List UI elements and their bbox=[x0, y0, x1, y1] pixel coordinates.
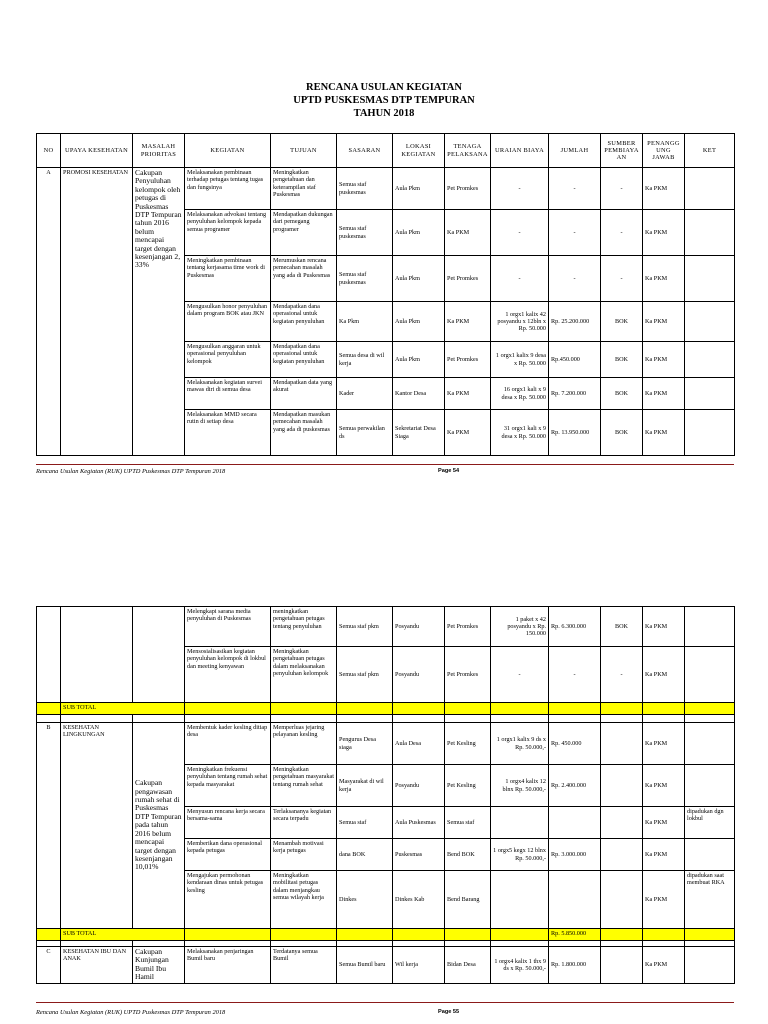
uraian-cell bbox=[491, 871, 549, 929]
col-header: SASARAN bbox=[337, 134, 393, 168]
empty-cell bbox=[445, 715, 491, 723]
penanggung-jawab-cell: Ka PKM bbox=[643, 765, 685, 807]
tenaga-cell: Ka PKM bbox=[445, 302, 491, 342]
lokasi-cell: Posyandu bbox=[393, 765, 445, 807]
uraian-cell: 1 orgx1 kalix 9 desa x Rp. 50.000 bbox=[491, 342, 549, 378]
subtotal-label: SUB TOTAL bbox=[61, 929, 185, 941]
sumber-cell bbox=[601, 723, 643, 765]
col-header: UPAYA KESEHATAN bbox=[61, 134, 133, 168]
kegiatan-cell: Melengkapi sarana media penyuluhan di Puskesmas bbox=[185, 607, 271, 647]
subtotal-spacer bbox=[37, 929, 61, 941]
jumlah-cell: - bbox=[549, 168, 601, 210]
ket-cell: dipadukan saat membuat RKA bbox=[685, 871, 735, 929]
penanggung-jawab-cell: Ka PKM bbox=[643, 839, 685, 871]
sasaran-cell: Semua staf pkm bbox=[337, 607, 393, 647]
col-header: MASALAH PRIORITAS bbox=[133, 134, 185, 168]
uraian-cell: 31 orgx1 kali x 9 desa x Rp. 50.000 bbox=[491, 410, 549, 456]
tenaga-cell: Ka PKM bbox=[445, 378, 491, 410]
page-number: Page 55 bbox=[438, 1009, 460, 1015]
kegiatan-cell: Mensosialisasikan kegiatan penyuluhan kelompok di lokbul dan meeting kenyawan bbox=[185, 647, 271, 703]
ket-cell bbox=[685, 210, 735, 256]
tujuan-cell: meningkatkan pengetahuan petugas tentang penyuluhan bbox=[271, 607, 337, 647]
subtotal-empty bbox=[393, 929, 445, 941]
subtotal-empty bbox=[445, 929, 491, 941]
col-header: KET bbox=[685, 134, 735, 168]
ket-cell bbox=[685, 342, 735, 378]
page-number: Page 54 bbox=[438, 468, 460, 474]
spacer-row bbox=[37, 715, 735, 723]
col-header: SUMBER PEMBIAYAAN bbox=[601, 134, 643, 168]
kegiatan-cell: Mengusulkan honor penyuluhan dalam program BOK atau JKN bbox=[185, 302, 271, 342]
section-number: B bbox=[37, 723, 61, 929]
tujuan-cell: Mendapatkan data yang akurat bbox=[271, 378, 337, 410]
empty-cell bbox=[271, 715, 337, 723]
jumlah-cell: Rp. 3.000.000 bbox=[549, 839, 601, 871]
sasaran-cell: Dinkes bbox=[337, 871, 393, 929]
kegiatan-cell: Mengajukan permohonan kendaraan dinas untuk petugas kesling bbox=[185, 871, 271, 929]
ket-cell bbox=[685, 410, 735, 456]
empty-cell bbox=[601, 715, 643, 723]
subtotal-label: SUB TOTAL bbox=[61, 703, 185, 715]
tujuan-cell: Terdatanya semua Bumil bbox=[271, 947, 337, 984]
jumlah-cell: Rp. 450.000 bbox=[549, 723, 601, 765]
ket-cell bbox=[685, 723, 735, 765]
subtotal-empty bbox=[491, 703, 549, 715]
jumlah-cell: - bbox=[549, 256, 601, 302]
uraian-cell: - bbox=[491, 647, 549, 703]
uraian-cell: - bbox=[491, 256, 549, 302]
penanggung-jawab-cell: Ka PKM bbox=[643, 947, 685, 984]
section-name bbox=[61, 607, 133, 703]
empty-cell bbox=[37, 715, 61, 723]
tujuan-cell: Merumuskan rencana pemecahan masalah yang ada di Puskesmas bbox=[271, 256, 337, 302]
sumber-cell bbox=[601, 947, 643, 984]
col-header: TENAGA PELAKSANA bbox=[445, 134, 491, 168]
tujuan-cell: Meningkatkan pengetahuan petugas dalam melaksanakan penyuluhan kelompok bbox=[271, 647, 337, 703]
tenaga-cell: Bidan Desa bbox=[445, 947, 491, 984]
subtotal-empty bbox=[337, 929, 393, 941]
subtotal-empty bbox=[685, 703, 735, 715]
kegiatan-cell: Membentuk kader kesling ditiap desa bbox=[185, 723, 271, 765]
kegiatan-cell: Melaksanakan penjaringan Bumil baru bbox=[185, 947, 271, 984]
subtotal-row bbox=[37, 929, 735, 941]
penanggung-jawab-cell: Ka PKM bbox=[643, 168, 685, 210]
uraian-cell: 1 orgx4 kalix 12 blnx Rp. 50.000,- bbox=[491, 765, 549, 807]
sumber-cell: - bbox=[601, 256, 643, 302]
sasaran-cell: Semua staf puskesmas bbox=[337, 168, 393, 210]
subtotal-empty bbox=[393, 703, 445, 715]
lokasi-cell: Posyandu bbox=[393, 607, 445, 647]
sumber-cell: - bbox=[601, 210, 643, 256]
empty-cell bbox=[61, 715, 133, 723]
subtotal-empty bbox=[601, 929, 643, 941]
sasaran-cell: Semua staf puskesmas bbox=[337, 256, 393, 302]
penanggung-jawab-cell: Ka PKM bbox=[643, 410, 685, 456]
tenaga-cell: Ka PKM bbox=[445, 410, 491, 456]
ket-cell bbox=[685, 256, 735, 302]
ket-cell bbox=[685, 607, 735, 647]
tujuan-cell: Mendapatkan dana operasional untuk kegiatan penyuluhan bbox=[271, 302, 337, 342]
uraian-cell: - bbox=[491, 210, 549, 256]
lokasi-cell: Aula Pkm bbox=[393, 256, 445, 302]
title-line-2: UPTD PUSKESMAS DTP TEMPURAN bbox=[293, 95, 475, 106]
tenaga-cell: Pet Promkes bbox=[445, 647, 491, 703]
lokasi-cell: Aula Pkm bbox=[393, 342, 445, 378]
tujuan-cell: Mendapatkan masukan pemecahan masalah yang ada di puskesmas bbox=[271, 410, 337, 456]
jumlah-cell: Rp. 1.800.000 bbox=[549, 947, 601, 984]
col-header: JUMLAH bbox=[549, 134, 601, 168]
col-header: URAIAN BIAYA bbox=[491, 134, 549, 168]
ruk-table-page-55 bbox=[36, 606, 735, 984]
subtotal-amount bbox=[549, 703, 601, 715]
sasaran-cell: Semua staf pkm bbox=[337, 647, 393, 703]
masalah-prioritas: Cakupan pengawasan rumah sehat di Puskesmas DTP Tempuran pada tahun 2016 belum mencapai target dengan kesenjangan 10,01% bbox=[133, 723, 185, 929]
empty-cell bbox=[393, 715, 445, 723]
penanggung-jawab-cell: Ka PKM bbox=[643, 342, 685, 378]
tujuan-cell: Menambah motivasi kerja petugas bbox=[271, 839, 337, 871]
empty-cell bbox=[685, 715, 735, 723]
sumber-cell: BOK bbox=[601, 378, 643, 410]
kegiatan-cell: Melaksanakan advokasi tentang penyuluhan kelompok kepada semua programer bbox=[185, 210, 271, 256]
ket-cell bbox=[685, 302, 735, 342]
kegiatan-cell: Melaksanakan MMD secara rutin di setiap desa bbox=[185, 410, 271, 456]
empty-cell bbox=[337, 715, 393, 723]
uraian-cell: 1 paket x 42 posyandu x Rp. 150.000 bbox=[491, 607, 549, 647]
empty-cell bbox=[491, 715, 549, 723]
section-name: KESEHATAN IBU DAN ANAK bbox=[61, 947, 133, 984]
subtotal-empty bbox=[445, 703, 491, 715]
table-row bbox=[37, 168, 735, 210]
sumber-cell: - bbox=[601, 168, 643, 210]
uraian-cell: 1 orgx5 kegx 12 blnx Rp. 50.000,- bbox=[491, 839, 549, 871]
tujuan-cell: Memperluas jejaring pelayanan kesling bbox=[271, 723, 337, 765]
footer-text: Rencana Usulan Kegiatan (RUK) UPTD Puskesmas DTP Tempuran 2018 bbox=[36, 1009, 226, 1016]
penanggung-jawab-cell: Ka PKM bbox=[643, 378, 685, 410]
lokasi-cell: Dinkes Kab bbox=[393, 871, 445, 929]
tenaga-cell: Semua staf bbox=[445, 807, 491, 839]
tenaga-cell: Pet Promkes bbox=[445, 607, 491, 647]
kegiatan-cell: Memberikan dana operasional kepada petugas bbox=[185, 839, 271, 871]
penanggung-jawab-cell: Ka PKM bbox=[643, 210, 685, 256]
jumlah-cell: Rp. 2.400.000 bbox=[549, 765, 601, 807]
title-line-3: TAHUN 2018 bbox=[353, 108, 415, 119]
ket-cell bbox=[685, 647, 735, 703]
subtotal-empty bbox=[185, 703, 271, 715]
empty-cell bbox=[549, 715, 601, 723]
tenaga-cell: Ka PKM bbox=[445, 210, 491, 256]
kegiatan-cell: Mengusulkan anggaran untuk operasional penyuluhan kelompok bbox=[185, 342, 271, 378]
sumber-cell bbox=[601, 871, 643, 929]
jumlah-cell: Rp. 6.300.000 bbox=[549, 607, 601, 647]
tenaga-cell: Pet Kesling bbox=[445, 765, 491, 807]
ket-cell bbox=[685, 378, 735, 410]
kegiatan-cell: Meningkatkan pembinaan tentang kerjasama time work di Puskesmas bbox=[185, 256, 271, 302]
ket-cell bbox=[685, 947, 735, 984]
subtotal-empty bbox=[643, 703, 685, 715]
penanggung-jawab-cell: Ka PKM bbox=[643, 256, 685, 302]
lokasi-cell: Aula Pkm bbox=[393, 210, 445, 256]
section-name: PROMOSI KESEHATAN bbox=[61, 168, 133, 456]
sasaran-cell: Semua perwakilan ds bbox=[337, 410, 393, 456]
sasaran-cell: dana BOK bbox=[337, 839, 393, 871]
subtotal-empty bbox=[271, 703, 337, 715]
jumlah-cell: Rp. 13.950.000 bbox=[549, 410, 601, 456]
tenaga-cell: Bend BOK bbox=[445, 839, 491, 871]
jumlah-cell: - bbox=[549, 210, 601, 256]
ket-cell: dipadukan dgn lokbul bbox=[685, 807, 735, 839]
col-header: LOKASI KEGIATAN bbox=[393, 134, 445, 168]
sasaran-cell: Semua staf bbox=[337, 807, 393, 839]
uraian-cell: - bbox=[491, 168, 549, 210]
tenaga-cell: Pet Promkes bbox=[445, 342, 491, 378]
tenaga-cell: Bend Barang bbox=[445, 871, 491, 929]
sasaran-cell: Kader bbox=[337, 378, 393, 410]
uraian-cell bbox=[491, 807, 549, 839]
penanggung-jawab-cell: Ka PKM bbox=[643, 302, 685, 342]
tujuan-cell: Mendapatkan dana operasional untuk kegiatan penyuluhan bbox=[271, 342, 337, 378]
table-row bbox=[37, 607, 735, 647]
ket-cell bbox=[685, 839, 735, 871]
penanggung-jawab-cell: Ka PKM bbox=[643, 647, 685, 703]
jumlah-cell bbox=[549, 807, 601, 839]
sumber-cell: BOK bbox=[601, 302, 643, 342]
col-header: NO bbox=[37, 134, 61, 168]
subtotal-row bbox=[37, 703, 735, 715]
kegiatan-cell: Melaksanakan kegiatan survei mawas diri di semua desa bbox=[185, 378, 271, 410]
footer-divider bbox=[36, 1002, 734, 1003]
sasaran-cell: Semua desa di wil kerja bbox=[337, 342, 393, 378]
sasaran-cell: Semua Bumil baru bbox=[337, 947, 393, 984]
jumlah-cell bbox=[549, 871, 601, 929]
empty-cell bbox=[133, 715, 185, 723]
lokasi-cell: Kantor Desa bbox=[393, 378, 445, 410]
sumber-cell bbox=[601, 839, 643, 871]
lokasi-cell: Aula Pkm bbox=[393, 302, 445, 342]
jumlah-cell: - bbox=[549, 647, 601, 703]
sumber-cell: BOK bbox=[601, 342, 643, 378]
tujuan-cell: Meningkatkan pengetahuan masyarakat tentang rumah sehat bbox=[271, 765, 337, 807]
sasaran-cell: Masyarakat di wil kerja bbox=[337, 765, 393, 807]
kegiatan-cell: Menyusun rencana kerja secara bersama-sama bbox=[185, 807, 271, 839]
uraian-cell: 1 orgx1 kalix 42 posyandu x 12bln x Rp. 50.000 bbox=[491, 302, 549, 342]
jumlah-cell: Rp. 7.200.000 bbox=[549, 378, 601, 410]
penanggung-jawab-cell: Ka PKM bbox=[643, 871, 685, 929]
subtotal-empty bbox=[271, 929, 337, 941]
section-number bbox=[37, 607, 61, 703]
subtotal-empty bbox=[643, 929, 685, 941]
col-header: PENANGGUNG JAWAB bbox=[643, 134, 685, 168]
sasaran-cell: Semua staf puskesmas bbox=[337, 210, 393, 256]
lokasi-cell: Aula Pkm bbox=[393, 168, 445, 210]
tujuan-cell: Terlaksananya kegiatan secara terpadu bbox=[271, 807, 337, 839]
subtotal-amount: Rp. 5.850.000 bbox=[549, 929, 601, 941]
empty-cell bbox=[643, 715, 685, 723]
sasaran-cell: Pengurus Desa siaga bbox=[337, 723, 393, 765]
uraian-cell: 16 orgx1 kali x 9 desa x Rp. 50.000 bbox=[491, 378, 549, 410]
subtotal-spacer bbox=[37, 703, 61, 715]
col-header: TUJUAN bbox=[271, 134, 337, 168]
jumlah-cell: Rp.450.000 bbox=[549, 342, 601, 378]
uraian-cell: 1 orgx1 kalix 9 ds x Rp. 50.000,- bbox=[491, 723, 549, 765]
col-header: KEGIATAN bbox=[185, 134, 271, 168]
penanggung-jawab-cell: Ka PKM bbox=[643, 607, 685, 647]
penanggung-jawab-cell: Ka PKM bbox=[643, 723, 685, 765]
table-header-row bbox=[37, 134, 735, 168]
tenaga-cell: Pet Kesling bbox=[445, 723, 491, 765]
sumber-cell bbox=[601, 807, 643, 839]
lokasi-cell: Aula Desa bbox=[393, 723, 445, 765]
ruk-table-page-54 bbox=[36, 133, 735, 456]
kegiatan-cell: Meningkatkan frekuensi penyuluhan tentang rumah sehat kepada masyarakat bbox=[185, 765, 271, 807]
tujuan-cell: Meningkatkan mobilitasi petugas dalam menjangkau semua wilayah kerja bbox=[271, 871, 337, 929]
masalah-prioritas bbox=[133, 607, 185, 703]
tujuan-cell: Mendapatkan dukungan dari pemegang programer bbox=[271, 210, 337, 256]
subtotal-empty bbox=[685, 929, 735, 941]
tenaga-cell: Pet Promkes bbox=[445, 256, 491, 302]
penanggung-jawab-cell: Ka PKM bbox=[643, 807, 685, 839]
table-row bbox=[37, 947, 735, 984]
sumber-cell: - bbox=[601, 647, 643, 703]
table-row bbox=[37, 723, 735, 765]
subtotal-empty bbox=[337, 703, 393, 715]
lokasi-cell: Wil kerja bbox=[393, 947, 445, 984]
masalah-prioritas: Cakupan Penyuluhan kelompok oleh petugas di Puskesmas DTP Tempuran tahun 2016 belum mencapai target dengan kesenjangan 2, 33% bbox=[133, 168, 185, 456]
title-line-1: RENCANA USULAN KEGIATAN bbox=[306, 82, 462, 93]
ket-cell bbox=[685, 765, 735, 807]
jumlah-cell: Rp. 25.200.000 bbox=[549, 302, 601, 342]
uraian-cell: 1 orgx4 kalix 1 thx 9 ds x Rp. 50.000,- bbox=[491, 947, 549, 984]
ket-cell bbox=[685, 168, 735, 210]
section-number: C bbox=[37, 947, 61, 984]
lokasi-cell: Aula Puskesmas bbox=[393, 807, 445, 839]
kegiatan-cell: Melaksanakan pembinaan terhadap petugas tentang tugas dan fungsinya bbox=[185, 168, 271, 210]
lokasi-cell: Posyandu bbox=[393, 647, 445, 703]
sumber-cell bbox=[601, 765, 643, 807]
footer-text: Rencana Usulan Kegiatan (RUK) UPTD Puskesmas DTP Tempuran 2018 bbox=[36, 468, 226, 475]
lokasi-cell: Sekretariat Desa Siaga bbox=[393, 410, 445, 456]
tenaga-cell: Pet Promkes bbox=[445, 168, 491, 210]
sumber-cell: BOK bbox=[601, 410, 643, 456]
subtotal-empty bbox=[601, 703, 643, 715]
section-number: A bbox=[37, 168, 61, 456]
tujuan-cell: Meningkatkan pengetahuan dan keterampilan staf Puskesmas bbox=[271, 168, 337, 210]
subtotal-empty bbox=[185, 929, 271, 941]
sasaran-cell: Ka Pkm bbox=[337, 302, 393, 342]
masalah-prioritas: Cakupan Kunjungan Bumil Ibu Hamil bbox=[133, 947, 185, 984]
lokasi-cell: Puskesmas bbox=[393, 839, 445, 871]
footer-divider bbox=[36, 464, 734, 465]
section-name: KESEHATAN LINGKUNGAN bbox=[61, 723, 133, 929]
subtotal-empty bbox=[491, 929, 549, 941]
sumber-cell: BOK bbox=[601, 607, 643, 647]
empty-cell bbox=[185, 715, 271, 723]
